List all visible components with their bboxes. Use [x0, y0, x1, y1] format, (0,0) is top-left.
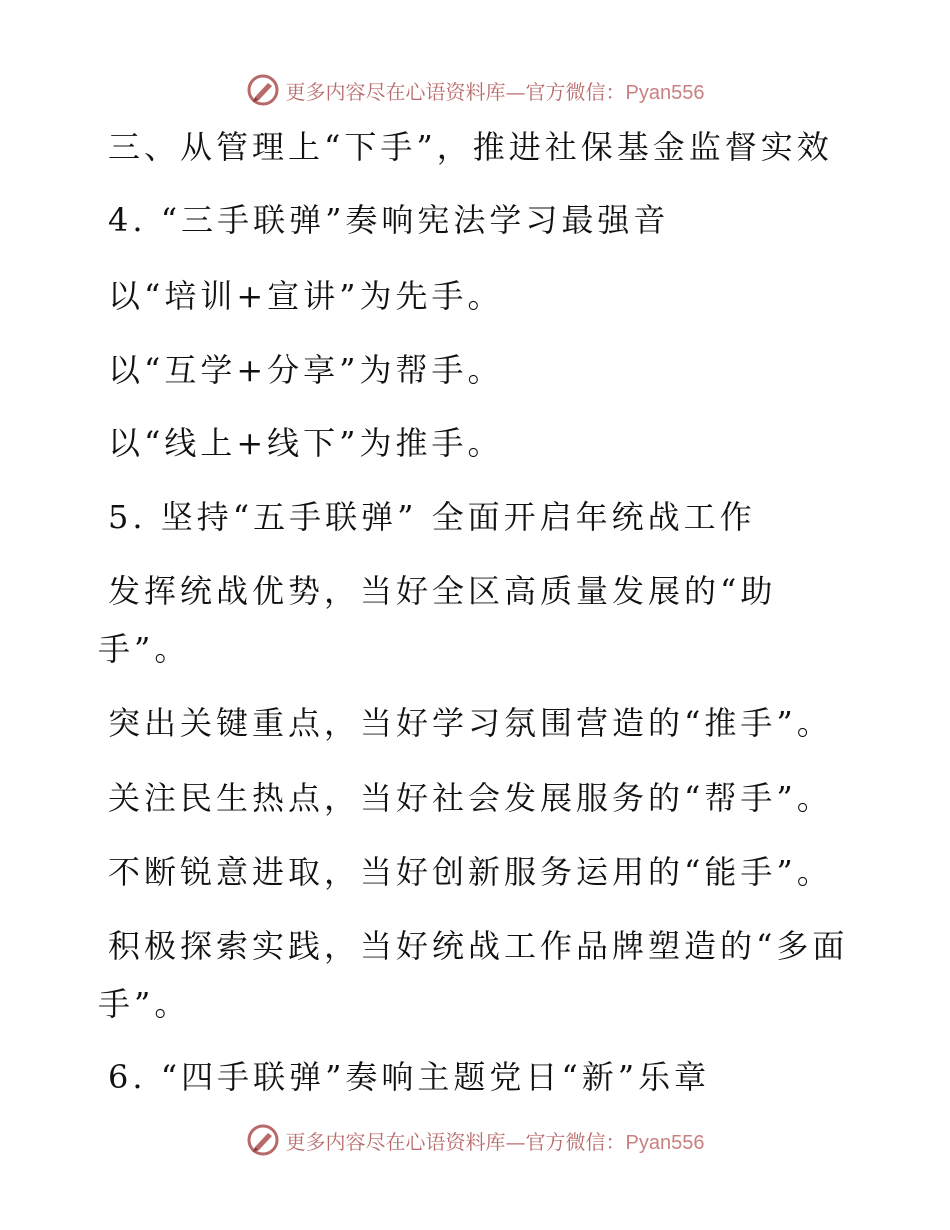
paragraph: 以“线上+线下”为推手。 [108, 424, 504, 462]
paragraph: 以“培训+宣讲”为先手。 [108, 277, 504, 315]
item-heading-5: 5. 坚持“五手联弹” 全面开启年统战工作 [108, 498, 756, 536]
paragraph: 积极探索实践，当好统战工作品牌塑造的“多面 [108, 927, 849, 965]
section-heading: 三、从管理上“下手”，推进社保基金监督实效 [108, 128, 833, 166]
paragraph: 以“互学+分享”为帮手。 [108, 351, 504, 389]
item-heading-6: 6. “四手联弹”奏响主题党日“新”乐章 [108, 1058, 711, 1096]
pen-logo-icon [246, 1123, 280, 1157]
paragraph-continuation: 手”。 [98, 985, 191, 1023]
paragraph: 不断锐意进取，当好创新服务运用的“能手”。 [108, 853, 833, 891]
paragraph-continuation: 手”。 [98, 630, 191, 668]
header-watermark [0, 70, 950, 110]
paragraph: 突出关键重点，当好学习氛围营造的“推手”。 [108, 704, 833, 742]
watermark-text: 更多内容尽在心语资料库—官方微信：Pyan556 [285, 1129, 705, 1154]
pen-logo-icon [246, 73, 280, 107]
paragraph: 发挥统战优势，当好全区高质量发展的“助 [108, 572, 777, 610]
watermark-text: 更多内容尽在心语资料库—官方微信：Pyan556 [285, 79, 705, 104]
item-heading-4: 4. “三手联弹”奏响宪法学习最强音 [108, 201, 670, 239]
paragraph: 关注民生热点，当好社会发展服务的“帮手”。 [108, 779, 833, 817]
footer-watermark [0, 1120, 950, 1160]
